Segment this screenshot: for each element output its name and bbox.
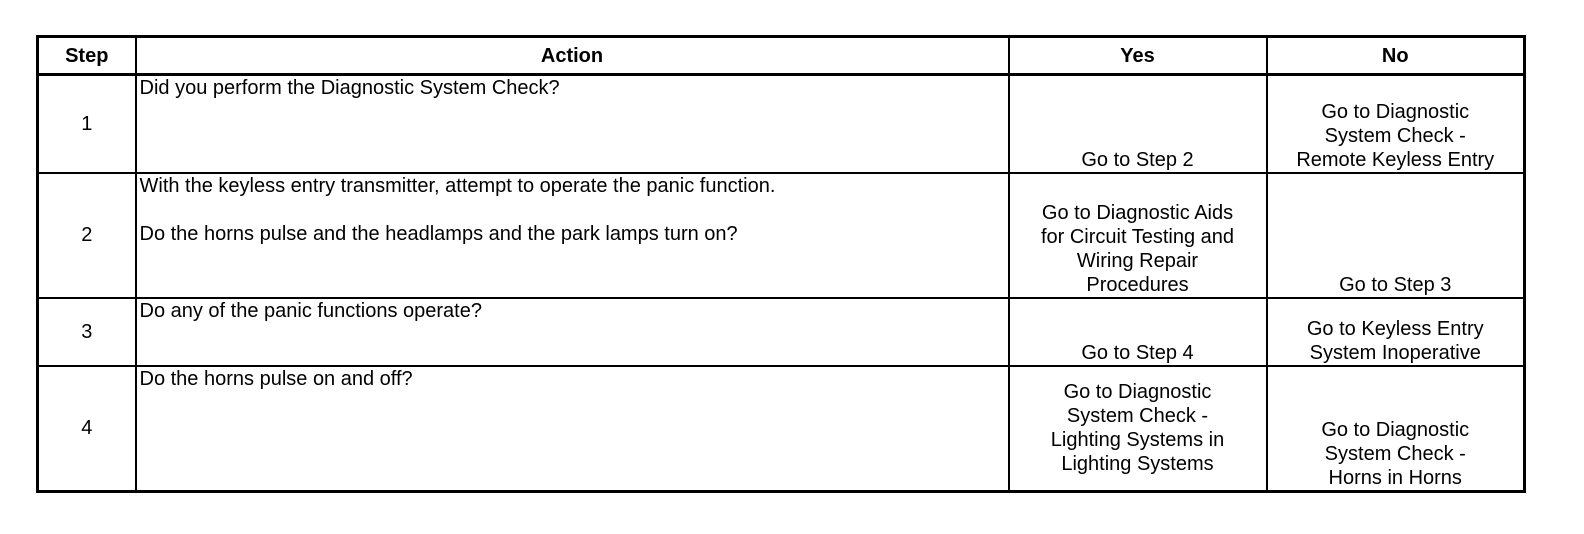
no-cell — [1267, 173, 1525, 298]
no-cell — [1267, 298, 1525, 366]
header-yes: Yes — [1009, 37, 1267, 75]
table-row — [38, 173, 1525, 298]
yes-cell — [1009, 75, 1267, 173]
no-cell — [1267, 75, 1525, 173]
yes-text: Wiring Repair — [1076, 249, 1199, 272]
yes-text: Go to Step 4 — [1081, 341, 1194, 364]
header-action: Action — [136, 37, 1009, 75]
yes-text: System Check - — [1066, 405, 1209, 428]
no-text: Remote Keyless Entry — [1296, 148, 1495, 171]
no-cell — [1267, 366, 1525, 492]
header-no: No — [1267, 37, 1525, 75]
action-cell — [136, 75, 1009, 173]
header-step: Step — [38, 37, 136, 75]
header-row — [38, 37, 1525, 75]
table-row — [38, 298, 1525, 366]
yes-cell — [1009, 366, 1267, 492]
no-text: Horns in Horns — [1328, 467, 1462, 489]
yes-text: Lighting Systems in — [1050, 429, 1225, 452]
step-number: 4 — [38, 366, 136, 492]
action-text: Did you perform the Diagnostic System Check? — [139, 77, 560, 99]
yes-cell — [1009, 173, 1267, 298]
step-number: 3 — [38, 298, 136, 366]
action-cell — [136, 173, 1009, 298]
action-text: Do any of the panic functions operate? — [139, 299, 482, 322]
action-cell — [136, 366, 1009, 492]
yes-text: Go to Diagnostic Aids — [1041, 201, 1234, 224]
no-text: System Check - — [1324, 443, 1466, 465]
action-text: Do the horns pulse on and off? — [139, 367, 413, 390]
table-row — [38, 366, 1525, 492]
no-text: System Inoperative — [1309, 341, 1481, 364]
no-text: Go to Diagnostic — [1321, 419, 1470, 441]
yes-text: Procedures — [1086, 273, 1189, 296]
action-text: With the keyless entry transmitter, attempt to operate the panic function. — [139, 174, 776, 197]
no-text: Go to Step 3 — [1339, 273, 1452, 296]
no-text: Go to Keyless Entry — [1306, 317, 1484, 340]
yes-text: Lighting Systems — [1061, 453, 1214, 476]
step-number: 2 — [38, 173, 136, 298]
table-row — [38, 75, 1525, 173]
yes-text: Go to Step 2 — [1081, 148, 1194, 171]
no-text: System Check - — [1324, 124, 1466, 147]
yes-text: Go to Diagnostic — [1063, 381, 1212, 404]
no-text: Go to Diagnostic — [1321, 100, 1470, 123]
action-question: Do the horns pulse and the headlamps and the park lamps turn on? — [139, 222, 738, 245]
yes-text: for Circuit Testing and — [1040, 225, 1235, 248]
diagnostic-table — [36, 35, 1526, 493]
action-cell — [136, 298, 1009, 366]
paragraph-gap — [140, 198, 1005, 222]
step-number: 1 — [38, 75, 136, 173]
yes-cell — [1009, 298, 1267, 366]
